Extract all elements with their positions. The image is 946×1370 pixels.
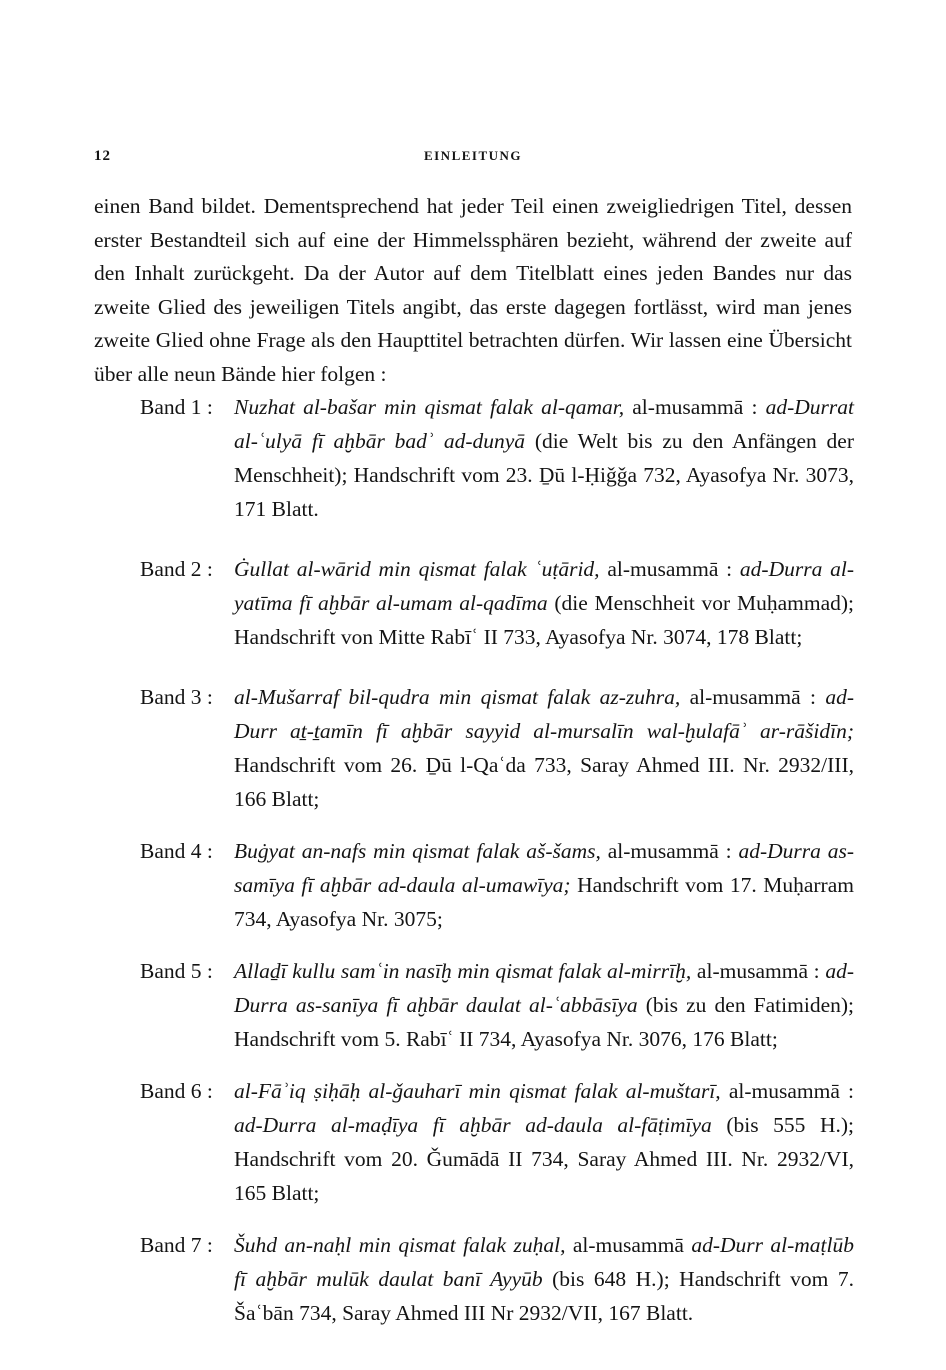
band-details: (die Welt bis zu den Anfängen der Menschheit); Handschrift vom 23. Ḏū l-Ḥiǧǧa 732, Ayasofya Nr. 3073, 171 Blatt.: [234, 429, 854, 521]
band-separator: [94, 1056, 854, 1074]
band-entry-1: [94, 390, 854, 526]
band-details: (die Menschheit vor Muḥammad); Handschrift von Mitte Rabīʿ II 733, Ayasofya Nr. 3074, 178 Blatt;: [234, 591, 854, 649]
band-details: (bis zu den Fatimiden); Handschrift vom 5. Rabīʿ II 734, Ayasofya Nr. 3076, 176 Blatt;: [234, 993, 854, 1051]
band-label: Band 4 :: [140, 839, 213, 863]
page-number: 12: [94, 148, 111, 164]
band-separator: [94, 654, 854, 680]
band-second-title: ad-Durra as-sanīya fī aḫbār daulat al-ʿabbāsīya: [234, 959, 854, 1017]
intro-paragraph: einen Band bildet. Dementsprechend hat jeder Teil einen zweigliedrigen Titel, dessen erster Bestandteil sich auf eine der Himmelssphären bezieht, während der zweite auf den Inhalt zurückgeht. Da der Autor auf dem Titelblatt eines jeden Bandes nur das zweite Glied des jeweiligen Titels angibt, das erste dagegen fortlässt, wird man jenes zweite Glied ohne Frage als den Haupttitel betrachten dürfen. Wir lassen eine Übersicht über alle neun Bände hier folgen :: [94, 194, 852, 386]
band-main-title: Buġyat an-nafs min qismat falak aš-šams,: [234, 839, 601, 863]
band-separator: [94, 1210, 854, 1228]
band-main-title: al-Fāʾiq ṣiḥāḥ al-ǧauharī min qismat falak al-muštarī,: [234, 1079, 721, 1103]
band-description: [234, 1074, 854, 1210]
band-description: [234, 552, 854, 654]
band-description: [234, 390, 854, 526]
band-musamma: al-musammā :: [624, 395, 766, 419]
band-musamma: al-musammā :: [599, 557, 740, 581]
band-separator: [94, 936, 854, 954]
band-label: Band 2 :: [140, 557, 213, 581]
band-musamma: al-musammā :: [691, 959, 826, 983]
running-head: [94, 148, 852, 172]
band-second-title: ad-Durra al-maḍīya fī aḫbār ad-daula al-fāṭimīya: [234, 1113, 712, 1137]
band-details: Handschrift vom 26. Ḏū l-Qaʿda 733, Saray Ahmed III. Nr. 2932/III, 166 Blatt;: [234, 753, 854, 811]
band-description: [234, 834, 854, 936]
band-details: (bis 648 H.); Handschrift vom 7. Šaʿbān 734, Saray Ahmed III Nr 2932/VII, 167 Blatt.: [234, 1267, 855, 1325]
band-second-title: ad-Durrat al-ʿulyā fī aḫbār badʾ ad-dunyā: [234, 395, 854, 453]
band-separator: [94, 526, 854, 552]
band-entry-4: [94, 834, 854, 936]
band-musamma: al-musammā :: [600, 839, 739, 863]
band-main-title: Allaḏī kullu samʿin nasīḫ min qismat falak al-mirrīḫ,: [234, 959, 692, 983]
band-musamma: al-musammā :: [680, 685, 826, 709]
band-second-title: ad-Durra al-yatīma fī aḫbār al-umam al-qadīma: [234, 557, 854, 615]
band-musamma: al-musammā: [565, 1233, 692, 1257]
band-details: (bis 555 H.); Handschrift vom 20. Ǧumādā II 734, Saray Ahmed III. Nr. 2932/VI, 165 Blatt;: [234, 1113, 854, 1205]
band-label: Band 3 :: [140, 685, 213, 709]
band-description: [234, 680, 854, 816]
band-entry-6: [94, 1074, 854, 1210]
band-list: [94, 390, 854, 1330]
band-separator: [94, 816, 854, 834]
band-main-title: Ġullat al-wārid min qismat falak ʿuṭārid,: [234, 557, 600, 581]
band-label: Band 5 :: [140, 959, 213, 983]
band-label: Band 7 :: [140, 1233, 213, 1257]
band-main-title: al-Mušarraf bil-qudra min qismat falak az-zuhra,: [234, 685, 681, 709]
band-details: Handschrift vom 17. Muḥarram 734, Ayasofya Nr. 3075;: [234, 873, 854, 931]
band-second-title: ad-Durr al-maṭlūb fī aḫbār mulūk daulat banī Ayyūb: [234, 1233, 854, 1291]
band-entry-2: [94, 552, 854, 654]
band-description: [234, 1228, 854, 1330]
band-entry-5: [94, 954, 854, 1056]
band-entry-7: [94, 1228, 854, 1330]
band-main-title: Šuhd an-naḥl min qismat falak zuḥal,: [234, 1233, 566, 1257]
band-label: Band 1 :: [140, 395, 213, 419]
band-second-title: ad-Durr aṯ-ṯamīn fī aḫbār sayyid al-mursalīn wal-ḫulafāʾ ar-rāšidīn;: [234, 685, 854, 743]
running-title: EINLEITUNG: [423, 148, 523, 163]
band-description: [234, 954, 854, 1056]
band-second-title: ad-Durra as-samīya fī aḫbār ad-daula al-umawīya;: [234, 839, 854, 897]
band-main-title: Nuzhat al-bašar min qismat falak al-qamar,: [234, 395, 625, 419]
band-musamma: al-musammā :: [720, 1079, 854, 1103]
band-label: Band 6 :: [140, 1079, 213, 1103]
band-entry-3: [94, 680, 854, 816]
